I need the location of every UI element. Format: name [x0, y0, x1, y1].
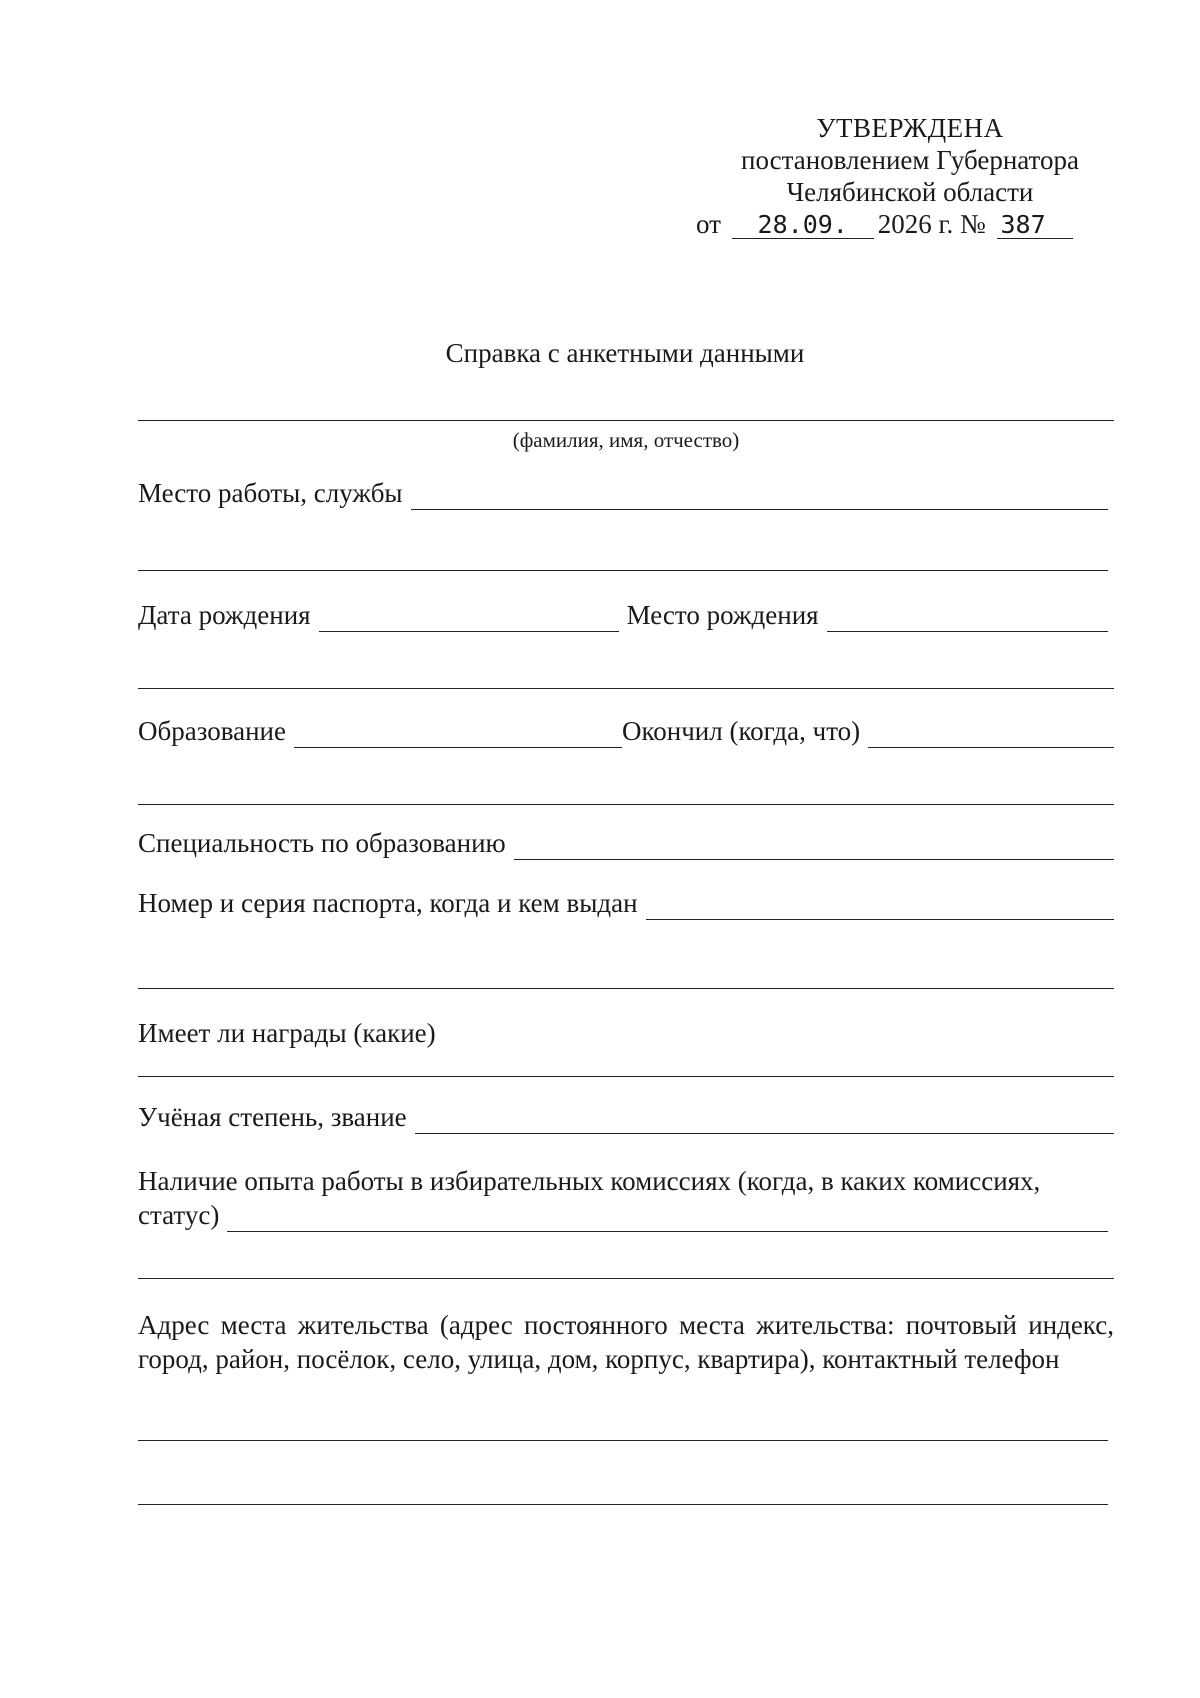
birth-date-input-line[interactable]: [319, 605, 619, 632]
passport-row: [138, 886, 1114, 920]
document-title: Справка с анкетными данными: [445, 338, 805, 368]
experience-label-1: Наличие опыта работы в избирательных комиссиях (когда, в каких комиссиях,: [138, 1166, 1041, 1196]
address-input-line-1[interactable]: [138, 1440, 1108, 1441]
degree-row: [138, 1100, 1114, 1134]
workplace-input-line-2[interactable]: [138, 570, 1108, 571]
workplace-input-line[interactable]: [411, 483, 1108, 510]
specialty-input-line[interactable]: [514, 833, 1114, 860]
passport-input-line[interactable]: [646, 893, 1114, 920]
approval-line-2: Челябинской области: [786, 177, 1034, 207]
awards-label: Имеет ли награды (какие): [138, 1018, 436, 1048]
workplace-label: Место работы, службы: [138, 478, 403, 508]
birth-place-input-line-2[interactable]: [138, 688, 1114, 689]
graduated-input-line[interactable]: [868, 721, 1114, 748]
fio-input-line[interactable]: [138, 420, 1114, 421]
decree-year-suffix: 2026 г. №: [877, 209, 986, 239]
workplace-row: [138, 476, 1108, 510]
specialty-label: Специальность по образованию: [138, 828, 506, 858]
awards-input-line[interactable]: [138, 1076, 1114, 1077]
approval-heading: УТВЕРЖДЕНА: [816, 113, 1004, 143]
birth-place-input-line[interactable]: [827, 605, 1108, 632]
degree-label: Учёная степень, звание: [138, 1102, 407, 1132]
from-label: от: [696, 209, 721, 239]
address-label: Адрес места жительства (адрес постоянного места жительства: почтовый индекс, город, район, посёлок, село, улица, дом, корпус, квартира), контактный телефон: [138, 1310, 1114, 1374]
specialty-row: [138, 826, 1114, 860]
birth-row: [138, 598, 1108, 632]
education-input-line[interactable]: [294, 721, 622, 748]
fio-caption: (фамилия, имя, отчество): [512, 428, 740, 452]
address-input-line-2[interactable]: [138, 1504, 1108, 1505]
graduated-label: Окончил (когда, что): [622, 716, 861, 746]
education-row: [138, 714, 1114, 748]
awards-row: [138, 1016, 436, 1050]
approval-line-1: постановлением Губернатора: [741, 145, 1079, 175]
education-label: Образование: [138, 716, 286, 746]
birth-place-label: Место рождения: [626, 600, 819, 630]
decree-number: 387: [997, 212, 1073, 239]
experience-paragraph: [138, 1164, 1114, 1198]
experience-row: [138, 1198, 1108, 1232]
experience-label-2: статус): [138, 1200, 220, 1230]
approval-stamp: [696, 112, 1120, 240]
birth-date-label: Дата рождения: [138, 600, 311, 630]
decree-line: [696, 208, 1120, 240]
experience-input-line[interactable]: [227, 1205, 1108, 1232]
graduated-input-line-2[interactable]: [138, 804, 1114, 805]
degree-input-line[interactable]: [415, 1107, 1114, 1134]
passport-label: Номер и серия паспорта, когда и кем выдан: [138, 888, 638, 918]
experience-input-line-2[interactable]: [138, 1278, 1114, 1279]
decree-date: 28.09.: [732, 212, 874, 239]
passport-input-line-2[interactable]: [138, 988, 1114, 989]
